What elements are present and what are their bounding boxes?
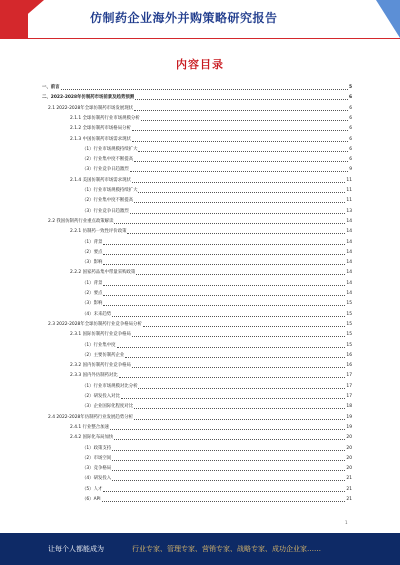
toc-leader-dots (112, 316, 345, 317)
toc-entry[interactable] (70, 362, 352, 370)
toc-entry-label: （1）行业市场规模持续扩大 (82, 188, 138, 193)
toc-leader-dots (132, 367, 346, 368)
toc-entry-page: 17 (346, 394, 352, 399)
toc-entry-label: （3）竞争格局 (82, 466, 112, 472)
toc-entry-page: 18 (346, 404, 352, 410)
toc-leader-dots (103, 295, 345, 296)
toc-leader-dots (103, 285, 345, 286)
toc-leader-dots (135, 99, 348, 100)
toc-leader-dots (130, 171, 349, 172)
toc-leader-dots (134, 419, 345, 420)
toc-entry-page: 11 (346, 188, 352, 193)
toc-entry-page: 14 (346, 291, 352, 296)
header-title: 仿制药企业海外并购策略研究报告 (90, 11, 278, 25)
toc-leader-dots (132, 130, 348, 131)
toc-entry-label: （4）研发投入 (82, 476, 112, 482)
toc-entry-label: （2）行业集中度不断提高 (82, 198, 134, 204)
toc-entry-label: 2.3 2022-2028年全球仿制药行业竞争格局分析 (48, 321, 142, 327)
toc-entry[interactable] (48, 105, 352, 113)
toc-leader-dots (134, 110, 348, 111)
toc-leader-dots (119, 377, 346, 378)
toc-entry-page: 14 (346, 218, 352, 224)
toc-entry[interactable] (82, 465, 352, 473)
toc-entry[interactable] (82, 383, 352, 391)
toc-entry-page: 15 (346, 301, 352, 307)
toc-entry-label: 2.3.1 国际仿制药行业竞争格局 (70, 332, 131, 338)
toc-leader-dots (114, 223, 345, 224)
toc-entry[interactable] (48, 218, 352, 226)
toc-entry-label: （3）企业国际化程度对比 (82, 404, 134, 410)
toc-entry[interactable] (82, 393, 352, 401)
toc-entry-page: 11 (346, 198, 352, 204)
toc-entry-label: 2.1 2022-2028年全球仿制药市场发展现状 (48, 105, 133, 111)
header-red-triangle (0, 0, 44, 38)
toc-entry[interactable] (82, 156, 352, 164)
toc-entry-label: （5）人才 (82, 486, 103, 492)
toc-entry-page: 16 (346, 363, 352, 369)
toc-leader-dots (112, 480, 345, 481)
toc-entry-label: 2.4.2 国际化布局加快 (70, 435, 114, 441)
toc-entry-label: 2.4.1 行业整合加速 (70, 424, 109, 430)
toc-entry-label: （1）行业市场规模对比分析 (82, 383, 138, 389)
toc-entry[interactable] (82, 475, 352, 483)
toc-leader-dots (134, 161, 348, 162)
toc-entry-page: 14 (346, 260, 352, 266)
toc-leader-dots (143, 326, 346, 327)
toc-entry-label: （1）行业市场规模持续扩大 (82, 146, 138, 152)
toc-entry-page: 6 (349, 115, 352, 121)
toc-entry-label: （1）背景 (82, 239, 103, 245)
toc-entry-page: 20 (346, 445, 352, 451)
toc-leader-dots (61, 89, 348, 90)
toc-entry-page: 20 (346, 466, 352, 472)
toc-entry[interactable] (82, 311, 352, 319)
toc-leader-dots (125, 357, 345, 358)
toc-entry-label: （3）行业竞争日趋激烈 (82, 208, 129, 214)
toc-entry-page: 21 (346, 497, 352, 502)
footer-slogan-right: 行业专家、管理专家、营销专家、战略专家、成功企业家…… (132, 545, 321, 553)
toc-leader-dots (132, 336, 346, 337)
toc-entry-page: 15 (346, 311, 352, 317)
toc-entry[interactable] (70, 424, 352, 432)
toc-entry-page: 17 (346, 373, 352, 379)
toc-entry[interactable] (82, 403, 352, 411)
toc-entry-page: 6 (349, 105, 352, 111)
toc-entry-label: （1）政策支持 (82, 445, 112, 451)
toc-entry-page: 17 (346, 383, 352, 389)
toc-entry-page: 14 (346, 270, 352, 276)
toc-entry-page: 14 (346, 249, 352, 255)
toc-entry[interactable] (82, 455, 352, 463)
toc-leader-dots (127, 233, 345, 234)
toc-entry[interactable] (82, 352, 352, 360)
toc-leader-dots (136, 274, 345, 275)
toc-entry-label: （3）行业竞争日趋激烈 (82, 167, 129, 173)
toc-entry-page: 21 (346, 476, 352, 482)
toc-entry-page: 15 (346, 332, 352, 338)
toc-entry[interactable] (70, 372, 352, 380)
toc-entry[interactable] (70, 136, 352, 144)
toc-entry[interactable] (82, 300, 352, 308)
toc-leader-dots (132, 141, 348, 142)
toc-entry[interactable] (82, 208, 352, 216)
toc-entry-page: 6 (349, 146, 352, 152)
toc-entry-label: 2.2.2 国家药品集中带量采购政策 (70, 270, 136, 276)
toc-entry-label: 2.2.1 仿制药一致性评价政策 (70, 229, 127, 235)
toc-leader-dots (103, 244, 345, 245)
toc-entry[interactable] (82, 249, 352, 257)
toc-leader-dots (141, 120, 349, 121)
toc-entry-page: 19 (346, 424, 352, 430)
toc-leader-dots (130, 213, 346, 214)
toc-entry[interactable] (70, 115, 352, 123)
toc-leader-dots (138, 151, 348, 152)
header-rule (0, 38, 400, 39)
toc-entry-page: 13 (346, 208, 352, 214)
toc-entry-page: 20 (346, 435, 352, 441)
toc-entry-label: （2）主要仿制药企业 (82, 352, 125, 358)
toc-entry-label: 2.1.1 全球仿制药行业市场规模分析 (70, 115, 140, 121)
toc-entry-page: 19 (346, 414, 352, 420)
toc-entry-label: （2）行业集中度不断提高 (82, 157, 134, 163)
toc-entry[interactable] (48, 321, 352, 329)
page-number: 1 (345, 520, 348, 525)
header-blue-wedge (376, 0, 400, 38)
toc-entry[interactable] (82, 166, 352, 174)
toc-entry[interactable] (42, 94, 352, 102)
toc-leader-dots (110, 429, 345, 430)
toc-leader-dots (138, 388, 345, 389)
footer-banner (0, 533, 400, 565)
toc-entry-page: 14 (346, 239, 352, 245)
toc-leader-dots (112, 470, 345, 471)
toc-entry-label: 2.4 2022-2028年仿制药行业发展趋势分析 (48, 414, 133, 420)
toc-entry-label: （2）要点 (82, 249, 103, 255)
toc-entry-label: （3）影响 (82, 301, 103, 307)
toc-leader-dots (112, 450, 345, 451)
toc-entry-label: （2）研发投入对比 (82, 394, 120, 399)
toc-entry-label: 2.1.3 中国仿制药市场需求现状 (70, 136, 131, 142)
toc-entry-page: 14 (346, 229, 352, 235)
toc-entry-page: 6 (349, 136, 352, 142)
toc-entry[interactable] (70, 228, 352, 236)
toc-entry-page: 11 (346, 177, 352, 183)
toc-entry-page: 20 (346, 455, 352, 461)
toc-leader-dots (134, 202, 345, 203)
toc-entry-page: 15 (346, 321, 352, 327)
toc-entry-page: 6 (349, 126, 352, 132)
toc-entry-page: 6 (349, 157, 352, 163)
footer-slogan-left: 让每个人都能成为 (48, 545, 104, 553)
toc-entry-page: 21 (346, 486, 352, 492)
toc-leader-dots (117, 347, 346, 348)
toc-leader-dots (138, 192, 345, 193)
toc-entry[interactable] (82, 239, 352, 247)
toc-entry-label: （6）API (82, 497, 101, 502)
toc-leader-dots (103, 491, 345, 492)
toc-leader-dots (102, 501, 346, 502)
toc-entry-label: （3）影响 (82, 260, 103, 266)
toc-entry[interactable] (70, 125, 352, 133)
toc-entry-page: 15 (346, 342, 352, 348)
toc-entry-label: 2.3.3 国内外仿制药对比 (70, 373, 118, 379)
toc-entry[interactable] (82, 259, 352, 267)
toc-entry-label: 一、前言 (42, 85, 60, 90)
toc-entry-label: 2.1.4 美国仿制药市场需求现状 (70, 177, 131, 183)
toc-entry[interactable] (82, 187, 352, 195)
toc-leader-dots (134, 408, 345, 409)
toc-entry-page: 6 (348, 95, 352, 101)
toc-entry[interactable] (82, 146, 352, 154)
toc-entry-page: 16 (346, 352, 352, 358)
toc-entry-page: 5 (348, 85, 352, 90)
toc-entry-label: （4）未来趋势 (82, 311, 112, 317)
toc-entry[interactable] (70, 269, 352, 277)
toc-entry-label: （1）行业集中度 (82, 342, 116, 348)
toc-entry-label: 2.2 我国仿制药行业重点政策解读 (48, 218, 114, 224)
toc-leader-dots (103, 254, 345, 255)
toc-leader-dots (114, 439, 345, 440)
toc-entry-label: 2.3.2 国内仿制药行业竞争格局 (70, 363, 131, 369)
toc-entry[interactable] (82, 290, 352, 298)
toc-entry-page: 9 (349, 167, 352, 173)
toc-entry[interactable] (70, 177, 352, 185)
toc-entry[interactable] (82, 486, 352, 494)
toc-entry-page: 14 (346, 280, 352, 286)
toc-leader-dots (103, 264, 345, 265)
toc-leader-dots (103, 305, 345, 306)
toc-entry[interactable] (48, 414, 352, 422)
toc-entry-label: （2）要点 (82, 291, 103, 296)
toc-entry[interactable] (82, 445, 352, 453)
header-banner (0, 0, 400, 38)
toc-leader-dots (112, 460, 345, 461)
toc-entry[interactable] (82, 280, 352, 288)
toc-entry-label: 2.1.2 全球仿制药市场格局分析 (70, 126, 131, 132)
toc-entry[interactable] (70, 331, 352, 339)
toc-leader-dots (121, 398, 345, 399)
toc-entry[interactable] (70, 434, 352, 442)
toc-entry[interactable] (82, 197, 352, 205)
toc-entry-label: （1）背景 (82, 280, 103, 286)
toc-entry-label: （2）市场空间 (82, 455, 112, 461)
toc-leader-dots (132, 182, 346, 183)
toc-entry[interactable] (82, 342, 352, 350)
toc-entry-label: 二、2022-2028年仿制药市场前景及趋势预测 (42, 95, 135, 101)
toc-entry[interactable] (82, 496, 352, 504)
toc-entry[interactable] (42, 84, 352, 92)
toc-title: 内容目录 (176, 58, 224, 71)
